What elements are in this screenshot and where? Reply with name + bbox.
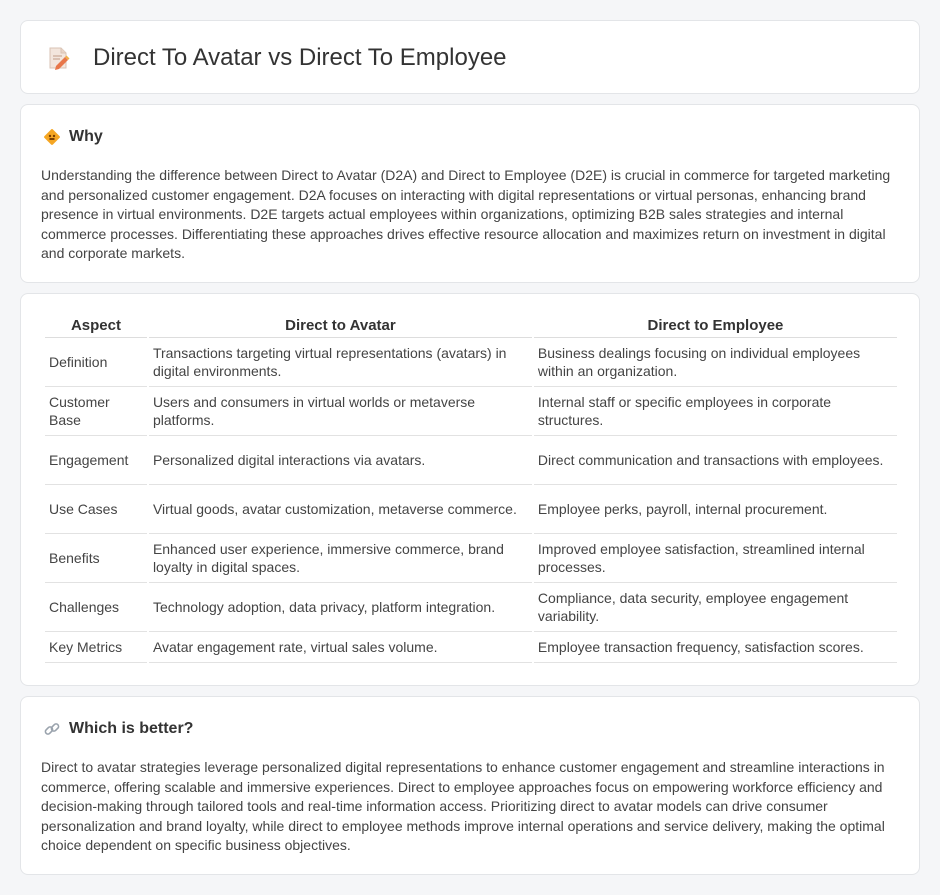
table-cell: Benefits [45, 534, 147, 583]
table-cell: Users and consumers in virtual worlds or metaverse platforms. [149, 387, 532, 436]
title-card [20, 20, 920, 94]
why-section [20, 104, 920, 283]
table-cell: Key Metrics [45, 632, 147, 663]
table-row [45, 436, 897, 485]
table-cell: Technology adoption, data privacy, platform integration. [149, 583, 532, 632]
table-cell: Personalized digital interactions via avatars. [149, 436, 532, 485]
column-header: Direct to Avatar [149, 316, 532, 338]
why-text: Understanding the difference between Direct to Avatar (D2A) and Direct to Employee (D2E) is crucial in commerce for targeted marketing and personalized customer engagement. D2A focuses on interacting with digital representations or virtual personas, enhancing brand presence in virtual environments. D2E targets actual employees within organizations, optimizing B2B sales strategies and internal commerce processes. Differentiating these approaches drives effective resource allocation and maximizes return on investment in digital and corporate markets. [41, 167, 891, 261]
table-cell: Avatar engagement rate, virtual sales volume. [149, 632, 532, 663]
table-cell: Transactions targeting virtual representations (avatars) in digital environments. [149, 338, 532, 387]
comparison-table [43, 316, 899, 663]
comparison-table-card [20, 293, 920, 686]
table-row [45, 338, 897, 387]
link-icon [43, 720, 61, 738]
table-cell: Customer Base [45, 387, 147, 436]
table-cell: Employee perks, payroll, internal procurement. [534, 485, 897, 534]
table-cell: Use Cases [45, 485, 147, 534]
table-cell: Direct communication and transactions with employees. [534, 436, 897, 485]
document-pencil-icon [47, 45, 71, 71]
better-heading-row [43, 720, 193, 738]
better-heading: Which is better? [69, 720, 194, 737]
table-row [45, 534, 897, 583]
better-text: Direct to avatar strategies leverage personalized digital representations to enhance customer engagement and streamline interactions in commerce, offering scalable and immersive experiences. Direct to employee approaches focus on empowering workforce efficiency and decision-making through tailored tools and real-time information access. Prioritizing direct to avatar models can drive consumer personalization and brand loyalty, while direct to employee methods improve internal operations and service delivery, making the optimal choice dependent on specific business objectives. [41, 759, 885, 853]
table-row [45, 387, 897, 436]
table-row [45, 632, 897, 663]
table-cell: Virtual goods, avatar customization, metaverse commerce. [149, 485, 532, 534]
table-cell: Challenges [45, 583, 147, 632]
why-heading: Why [69, 128, 103, 145]
table-row [45, 485, 897, 534]
table-row [45, 583, 897, 632]
table-cell: Engagement [45, 436, 147, 485]
column-header: Direct to Employee [534, 316, 897, 338]
table-cell: Improved employee satisfaction, streamlined internal processes. [534, 534, 897, 583]
table-cell: Employee transaction frequency, satisfaction scores. [534, 632, 897, 663]
column-header: Aspect [45, 316, 147, 338]
diamond-sign-icon [43, 128, 61, 146]
which-is-better-section [20, 696, 920, 875]
table-cell: Enhanced user experience, immersive commerce, brand loyalty in digital spaces. [149, 534, 532, 583]
why-heading-row [43, 128, 103, 146]
table-cell: Definition [45, 338, 147, 387]
page-title: Direct To Avatar vs Direct To Employee [93, 44, 507, 71]
table-cell: Internal staff or specific employees in corporate structures. [534, 387, 897, 436]
table-cell: Compliance, data security, employee engagement variability. [534, 583, 897, 632]
table-header-row [45, 316, 897, 338]
table-cell: Business dealings focusing on individual employees within an organization. [534, 338, 897, 387]
